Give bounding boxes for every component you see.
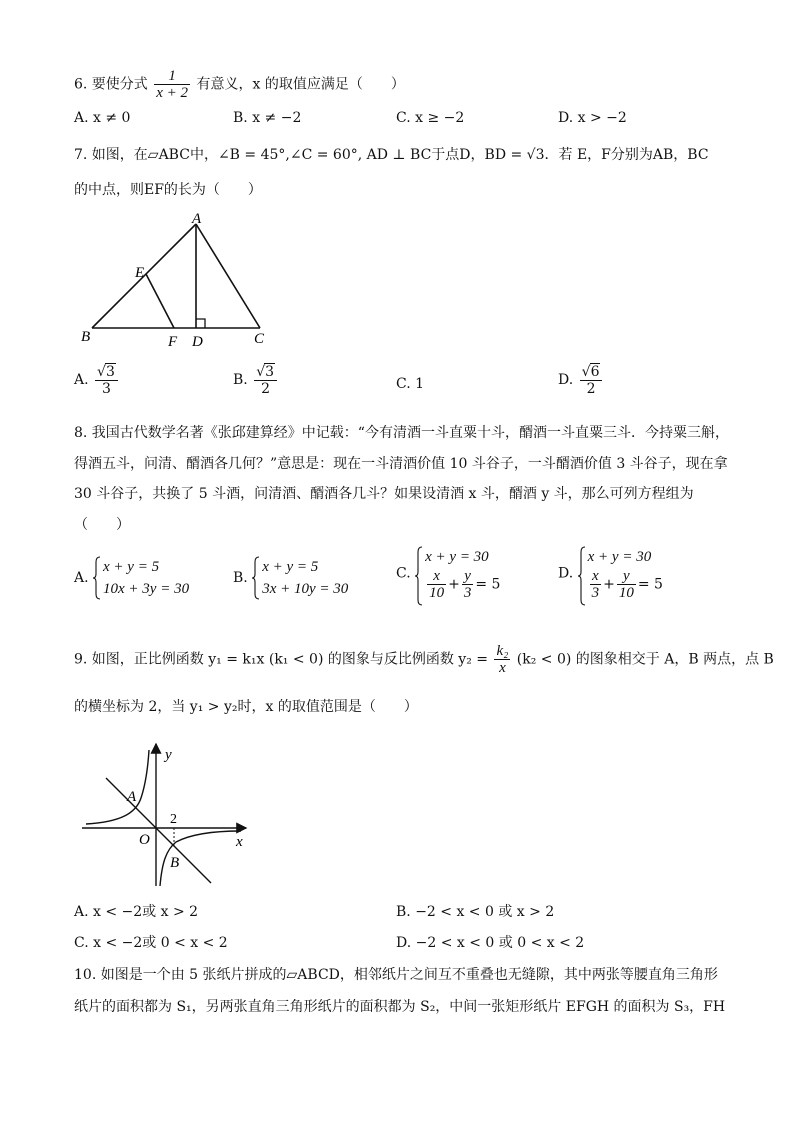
q8-option-c-frac2-num: y	[464, 568, 471, 584]
q9-label-b: B	[170, 855, 180, 871]
q8-line3: 30 斗谷子，共换了 5 斗酒，问清酒、醑酒各几斗？如果设清酒 x 斗，醑酒 y 斗，那么可列方程组为	[74, 486, 694, 502]
q7-label-c: C	[254, 331, 265, 347]
q8-option-a-system	[93, 556, 189, 600]
q7-option-d-label: D.	[558, 372, 574, 388]
q9-option-a: A. x < −2或 x > 2	[74, 904, 199, 920]
q9-line1	[74, 643, 774, 676]
q9-hyperbola-left	[86, 750, 149, 824]
q7-option-c: C. 1	[396, 376, 425, 392]
q8-option-c-label: C.	[396, 565, 411, 582]
q9-label-x: x	[236, 834, 243, 850]
q7-option-b-num: 3	[265, 364, 275, 380]
q7-right-angle-mark	[196, 319, 205, 328]
q6-option-d: D. x > −2	[558, 110, 627, 126]
q7-line1: 7. 如图，在▱ABC中，∠B = 45°,∠C = 60°, AD ⊥ BC于点D，BD = √3．若 E，F分别为AB，BC	[74, 147, 709, 163]
q6-stem-pre: 6. 要使分式	[74, 76, 148, 93]
q7-option-b-frac: $\frac{√3}{2}$	[254, 363, 277, 397]
q9-label-a: A	[127, 789, 137, 805]
q7-option-a	[74, 363, 120, 397]
q8-option-d-row2-tail: = 5	[637, 576, 663, 593]
q9-line1-pre: 9. 如图，正比例函数 y₁ = k₁x (k₁ < 0) 的图象与反比例函数 y₂ =	[74, 651, 489, 668]
q7-label-e: E	[135, 265, 145, 281]
q6-frac-num: 1	[168, 68, 176, 84]
q8-option-a	[74, 556, 189, 600]
q8-option-a-row2: 10x + 3y = 30	[103, 581, 190, 597]
q8-option-a-label: A.	[74, 570, 89, 586]
q9-frac-den: x	[494, 659, 510, 676]
q9-option-c: C. x < −2或 0 < x < 2	[74, 935, 228, 951]
q9-label-y: y	[165, 747, 172, 763]
q9-option-d: D. −2 < x < 0 或 0 < x < 2	[396, 935, 585, 951]
q10-line1: 10. 如图是一个由 5 张纸片拼成的▱ABCD，相邻纸片之间互不重叠也无缝隙，其中两张等腰直角三角形	[74, 967, 718, 983]
q8-option-d-system	[578, 546, 663, 601]
q9-graph-figure	[76, 738, 256, 890]
q8-option-d-frac2-num: y	[623, 568, 630, 584]
q8-option-b-row1: x + y = 5	[262, 559, 319, 575]
q7-label-f: F	[168, 334, 178, 350]
q8-option-c	[396, 546, 500, 601]
q6-frac-den: x + 2	[156, 85, 189, 101]
q7-option-a-label: A.	[74, 372, 89, 388]
q8-option-b-label: B.	[233, 570, 248, 586]
q8-option-b-brace	[252, 556, 260, 600]
q6-stem	[74, 68, 405, 101]
q7-option-b-den: 2	[254, 380, 277, 397]
q9-line2: 的横坐标为 2，当 y₁ > y₂时，x 的取值范围是（ ）	[74, 699, 418, 715]
q8-option-c-frac1-den: 10	[429, 585, 445, 601]
q8-option-d	[558, 546, 663, 601]
q8-option-c-row2: $\frac{x}{10}$ + $\frac{y}{3}$ = 5	[429, 568, 501, 601]
q9-label-o: O	[139, 832, 150, 848]
q8-option-d-row2: $\frac{x}{3}$ + $\frac{y}{10}$ = 5	[591, 568, 663, 601]
q7-option-a-num: 3	[105, 364, 115, 380]
q8-option-d-label: D.	[558, 565, 574, 582]
q8-option-c-row2-tail: = 5	[475, 576, 501, 593]
q7-option-d-den: 2	[580, 380, 603, 397]
q8-option-d-frac1-den: 3	[591, 585, 600, 601]
q9-frac-num: k₂	[496, 643, 509, 659]
q8-option-c-brace	[415, 546, 423, 606]
q8-option-c-system	[415, 546, 500, 601]
q8-line2: 得酒五斗，问清、醑酒各几何？”意思是：现在一斗清酒价值 10 斗谷子，一斗醑酒价值 3 斗谷子，现在拿	[74, 456, 728, 472]
q6-fraction	[154, 68, 190, 101]
q6-stem-post: 有意义，x 的取值应满足（ ）	[196, 76, 405, 93]
q7-option-a-den: 3	[95, 380, 118, 397]
q6-option-c: C. x ≥ −2	[396, 110, 465, 126]
q8-option-c-frac2-den: 3	[463, 585, 472, 601]
q9-line1-post: (k₂ < 0) 的图象相交于 A，B 两点，点 B	[516, 651, 774, 668]
q8-option-d-row1: x + y = 30	[587, 549, 652, 565]
q7-option-d-num: 6	[590, 364, 600, 380]
q8-option-a-row1: x + y = 5	[103, 559, 160, 575]
q9-fraction	[494, 643, 510, 676]
q10-line2: 纸片的面积都为 S₁，另两张直角三角形纸片的面积都为 S₂，中间一张矩形纸片 EFGH 的面积为 S₃，FH	[74, 999, 726, 1015]
q7-option-d	[558, 363, 604, 397]
q8-option-b-row2: 3x + 10y = 30	[262, 581, 349, 597]
q8-option-b	[233, 556, 348, 600]
q9-line-y1	[106, 778, 211, 883]
q7-label-b: B	[81, 329, 91, 345]
q7-triangle-figure	[80, 208, 280, 350]
q7-label-d: D	[192, 334, 203, 350]
q9-option-b: B. −2 < x < 0 或 x > 2	[396, 904, 555, 920]
q8-option-d-frac1-num: x	[592, 568, 599, 584]
q8-option-d-brace	[578, 546, 586, 606]
q7-side-ac	[196, 224, 260, 328]
q6-option-a: A. x ≠ 0	[74, 110, 131, 126]
q8-option-a-brace	[93, 556, 101, 600]
q8-option-d-frac2-den: 10	[618, 585, 634, 601]
q7-option-b-label: B.	[233, 372, 248, 388]
q8-option-c-frac1-num: x	[433, 568, 440, 584]
q7-label-a: A	[192, 211, 202, 227]
q7-option-b	[233, 363, 279, 397]
q8-line4: （ ）	[74, 517, 130, 533]
q8-option-c-row1: x + y = 30	[425, 549, 489, 565]
q7-line2: 的中点，则EF的长为（ ）	[74, 182, 262, 198]
q9-label-two: 2	[170, 812, 177, 827]
q7-option-a-frac: $\frac{√3}{3}$	[95, 363, 118, 397]
q7-option-d-frac: $\frac{√6}{2}$	[580, 363, 603, 397]
q8-line1: 8. 我国古代数学名著《张邱建算经》中记载：“今有清酒一斗直粟十斗，醑酒一斗直粟三斗．今持粟三斛，	[74, 425, 729, 441]
q7-segment-ef	[146, 274, 174, 328]
q6-option-b: B. x ≠ −2	[233, 110, 302, 126]
q8-option-b-system	[252, 556, 348, 600]
